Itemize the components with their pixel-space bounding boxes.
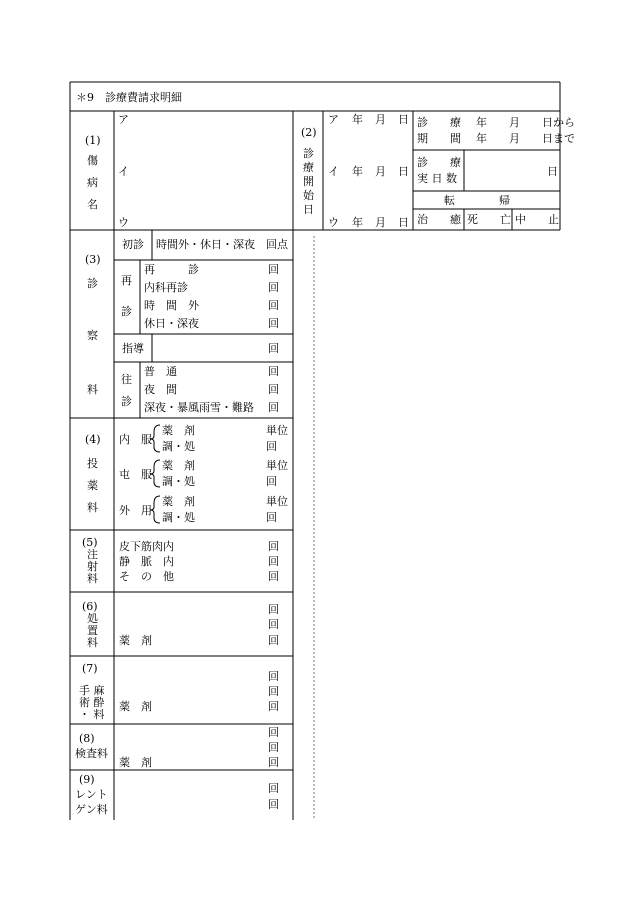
guidance-unit[interactable]: 回 [268, 342, 279, 355]
revisit-item-1: 再 診 [144, 263, 199, 276]
start-date-label-char-3: 開 [303, 175, 314, 188]
injection-item-1-unit[interactable]: 回 [268, 540, 279, 553]
surgery-unit-1[interactable]: 回 [268, 670, 279, 683]
revisit-label-char-1: 再 [121, 274, 132, 287]
guidance-label: 指導 [122, 342, 144, 355]
revisit-item-1-unit[interactable]: 回 [268, 263, 279, 276]
surgery-unit-2[interactable]: 回 [268, 685, 279, 698]
outcome-died[interactable]: 死 亡 [467, 213, 511, 226]
start-date-b-year[interactable]: 年 [352, 165, 363, 178]
start-date-label-char-4: 始 [303, 189, 314, 202]
surgery-label-line-3: ・ 料 [79, 708, 105, 721]
medication-label-char-2: 薬 [87, 479, 98, 492]
exam-label: 検査料 [75, 747, 108, 760]
start-date-a-mark: ア [328, 113, 339, 126]
revisit-item-3-unit[interactable]: 回 [268, 299, 279, 312]
outcome-cured[interactable]: 治 癒 [417, 213, 461, 226]
start-date-b-month[interactable]: 月 [375, 165, 386, 178]
xray-label-line-2: ゲン料 [75, 803, 108, 816]
start-date-label-num: (2) [301, 126, 317, 139]
start-date-a-year[interactable]: 年 [352, 113, 363, 126]
house-call-item-1: 普 通 [144, 365, 177, 378]
external-drug: 薬 剤 [162, 495, 195, 508]
xray-unit-2[interactable]: 回 [268, 798, 279, 811]
start-date-b-mark: イ [328, 165, 339, 178]
start-date-c-day[interactable]: 日 [398, 216, 409, 229]
asneeded-prep: 調・処 [162, 475, 195, 488]
internal-label: 内 服 [119, 433, 152, 446]
external-prep: 調・処 [162, 511, 195, 524]
start-date-label-char-1: 診 [303, 147, 314, 160]
actual-days-label-a: 診 療 [417, 156, 461, 169]
form-title: ＊9 診療費請求明細 [76, 91, 182, 104]
injection-label-char-3: 料 [87, 572, 98, 585]
external-drug-unit[interactable]: 単位 [266, 495, 288, 508]
disease-label-char-1: 傷 [87, 154, 98, 167]
outcome-header: 転 帰 [444, 194, 510, 207]
surgery-unit-3[interactable]: 回 [268, 700, 279, 713]
injection-label-num: (5) [82, 536, 98, 549]
house-call-item-2: 夜 間 [144, 383, 177, 396]
disease-label-num: (1) [85, 134, 101, 147]
start-date-c-month[interactable]: 月 [375, 216, 386, 229]
exam-unit-3[interactable]: 回 [268, 756, 279, 769]
exam-unit-1[interactable]: 回 [268, 726, 279, 739]
procedure-unit-3[interactable]: 回 [268, 634, 279, 647]
disease-label-char-2: 病 [87, 176, 98, 189]
xray-unit-1[interactable]: 回 [268, 782, 279, 795]
asneeded-prep-unit[interactable]: 回 [266, 475, 277, 488]
injection-label-char-1: 注 [87, 548, 98, 561]
surgery-drug: 薬 剤 [119, 700, 152, 713]
injection-item-2: 静 脈 内 [119, 555, 174, 568]
procedure-drug: 薬 剤 [119, 634, 152, 647]
period-from[interactable]: 年 月 日から [476, 116, 575, 129]
internal-prep: 調・処 [162, 440, 195, 453]
exam-unit-2[interactable]: 回 [268, 741, 279, 754]
outcome-stopped[interactable]: 中 止 [515, 213, 559, 226]
injection-item-3: そ の 他 [119, 570, 174, 583]
disease-row-b[interactable]: イ [118, 165, 129, 178]
internal-drug: 薬 剤 [162, 424, 195, 437]
medication-label-char-3: 料 [87, 501, 98, 514]
start-date-b-day[interactable]: 日 [398, 165, 409, 178]
procedure-unit-1[interactable]: 回 [268, 603, 279, 616]
revisit-label-char-2: 診 [121, 305, 132, 318]
period-label-a: 診 療 [417, 116, 461, 129]
internal-prep-unit[interactable]: 回 [266, 440, 277, 453]
asneeded-drug-unit[interactable]: 単位 [266, 459, 288, 472]
period-to[interactable]: 年 月 日まで [476, 132, 575, 145]
disease-label-char-3: 名 [87, 198, 98, 211]
medication-label-num: (4) [85, 433, 101, 446]
revisit-item-4-unit[interactable]: 回 [268, 317, 279, 330]
xray-label-num: (9) [79, 773, 95, 786]
procedure-label-char-2: 置 [87, 624, 98, 637]
period-label-b: 期 間 [417, 132, 461, 145]
procedure-unit-2[interactable]: 回 [268, 618, 279, 631]
house-call-label-char-1: 往 [121, 373, 132, 386]
house-call-item-3: 深夜・暴風雨雪・難路 [144, 401, 254, 414]
actual-days-label-b: 実 日 数 [417, 172, 457, 185]
xray-label-line-1: レント [75, 788, 108, 801]
actual-days-unit[interactable]: 日 [547, 165, 558, 178]
revisit-item-4: 休日・深夜 [144, 317, 199, 330]
house-call-item-3-unit[interactable]: 回 [268, 401, 279, 414]
medication-label-char-1: 投 [87, 457, 98, 470]
revisit-item-2-unit[interactable]: 回 [268, 281, 279, 294]
house-call-label-char-2: 診 [121, 395, 132, 408]
surgery-label-num: (7) [82, 662, 98, 675]
exam-label-num: (8) [79, 732, 95, 745]
consult-label-char-1: 診 [87, 277, 98, 290]
house-call-item-1-unit[interactable]: 回 [268, 365, 279, 378]
start-date-label-char-5: 日 [303, 203, 314, 216]
injection-item-2-unit[interactable]: 回 [268, 555, 279, 568]
procedure-label-char-1: 処 [87, 612, 98, 625]
revisit-item-2: 内科再診 [144, 281, 188, 294]
external-prep-unit[interactable]: 回 [266, 511, 277, 524]
house-call-item-2-unit[interactable]: 回 [268, 383, 279, 396]
injection-item-3-unit[interactable]: 回 [268, 570, 279, 583]
start-date-label-char-2: 療 [303, 161, 314, 174]
injection-label-char-2: 射 [87, 560, 98, 573]
start-date-c-year[interactable]: 年 [352, 216, 363, 229]
internal-drug-unit[interactable]: 単位 [266, 424, 288, 437]
injection-item-1: 皮下筋肉内 [119, 540, 174, 553]
start-date-c-mark: ウ [328, 216, 339, 229]
procedure-label-num: (6) [82, 600, 98, 613]
asneeded-drug: 薬 剤 [162, 459, 195, 472]
first-visit-label: 初診 [122, 238, 144, 251]
surgery-label-line-1: 手 麻 [79, 684, 105, 697]
surgery-label-line-2: 術 酔 [79, 696, 105, 709]
disease-row-a[interactable]: ア [118, 113, 129, 126]
start-date-a-month[interactable]: 月 [375, 113, 386, 126]
external-label: 外 用 [119, 504, 152, 517]
consult-label-char-3: 料 [87, 383, 98, 396]
start-date-a-day[interactable]: 日 [398, 113, 409, 126]
consult-label-char-2: 察 [87, 329, 98, 342]
exam-drug: 薬 剤 [119, 756, 152, 769]
revisit-item-3: 時 間 外 [144, 299, 199, 312]
procedure-label-char-3: 料 [87, 636, 98, 649]
first-visit-unit[interactable]: 回点 [266, 238, 288, 251]
consult-label-num: (3) [85, 253, 101, 266]
asneeded-label: 屯 服 [119, 468, 152, 481]
disease-row-c[interactable]: ウ [118, 216, 129, 229]
first-visit-detail: 時間外・休日・深夜 [156, 238, 255, 251]
